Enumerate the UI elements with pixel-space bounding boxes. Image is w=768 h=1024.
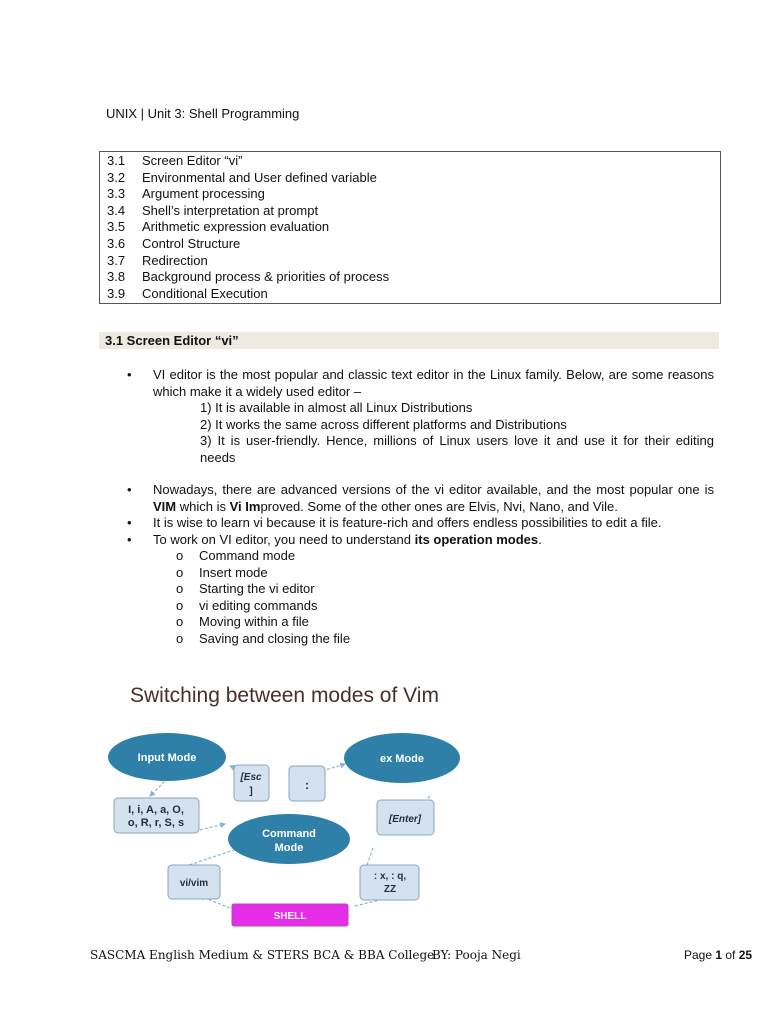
command-mode-label: Command [262,828,316,840]
toc-title: Arithmetic expression evaluation [142,219,330,235]
toc-row [100,170,720,187]
bullet-text: VI editor is the most popular and classic text editor in the Linux family. Below, are some reasons which make it a widely used editor – [153,367,714,399]
circle-marker: o [176,614,184,629]
bullet-dot: • [127,515,132,530]
toc-title: Shell’s interpretation at prompt [142,202,319,218]
mode-label: vi editing commands [199,597,318,613]
toc-row [100,253,720,270]
reasons-list [0,400,768,466]
toc-number: 3.6 [107,235,126,251]
circle-marker: o [176,581,184,596]
toc-row [100,186,720,203]
bullet-text: which is [176,498,230,514]
vim-modes-diagram [100,676,500,936]
esc-key-label: [Esc [240,772,262,783]
page-header: UNIX | Unit 3: Shell Programming [106,106,300,121]
shell-label: SHELL [273,911,307,922]
reason-item: 1) It is available in almost all Linux Distributions [200,400,473,415]
bullet-list [0,367,768,647]
mode-item [176,581,768,598]
page-number [684,948,752,962]
insert-keys-label: o, R, r, S, s [127,817,185,829]
enter-key-label: [Enter] [388,814,422,825]
toc-title: Control Structure [142,235,241,251]
toc-number: 3.9 [107,285,126,301]
page-total: 25 [738,948,753,962]
toc-number: 3.3 [107,186,126,202]
bullet-dot: • [127,482,132,497]
mode-item [176,565,768,582]
command-mode-label: Mode [274,842,304,854]
input-mode-label: Input Mode [137,752,197,764]
bullet-item [0,482,768,515]
toc-row [100,219,720,236]
toc-row [100,236,720,253]
toc-number: 3.5 [107,219,126,235]
page-current: 1 [715,948,723,962]
toc-row [100,286,720,303]
diagram-title: Switching between modes of Vim [130,684,439,707]
of-word: of [722,948,739,962]
bullet-text: To work on VI editor, you need to understand [153,531,415,547]
footer-college: SASCMA English Medium & STERS BCA & BBA College [90,948,435,962]
mode-item [176,614,768,631]
contents-table [99,151,721,304]
toc-number: 3.2 [107,169,126,185]
mode-item [176,548,768,565]
modes-list [0,548,768,647]
toc-title: Argument processing [142,186,265,202]
reason-item: 3) It is user-friendly. Hence, millions of Linux users love it and use it for their editing needs [200,433,714,465]
bullet-text: Nowadays, there are advanced versions of the vi editor available, and the most popular one is [153,482,714,497]
bullet-bold-text: Vi Im [229,498,261,514]
circle-marker: o [176,597,184,613]
section-heading: 3.1 Screen Editor “vi” [99,332,719,349]
insert-keys-label: I, i, A, a, O, [128,804,184,816]
quit-keys-label: : x, : q, [373,871,407,882]
page-word: Page [684,948,716,962]
toc-number: 3.7 [107,252,126,268]
bullet-bold-text: VIM [153,498,177,514]
toc-title: Conditional Execution [142,285,268,301]
toc-title: Environmental and User defined variable [142,169,377,185]
bullet-item [0,515,768,532]
mode-label: Moving within a file [199,614,309,629]
circle-marker: o [176,548,184,563]
bullet-text: proved. Some of the other ones are Elvis, Nvi, Nano, and Vile. [260,498,618,514]
vi-vim-label: vi/vim [179,878,209,889]
toc-title: Redirection [142,252,208,268]
toc-number: 3.4 [107,202,126,218]
footer-author: BY: Pooja Negi [432,948,521,962]
esc-key-label: ] [249,786,253,797]
toc-number: 3.1 [107,153,126,168]
bullet-text: It is wise to learn vi because it is feature-rich and offers endless possibilities to edit a file. [153,515,662,530]
reason-item: 2) It works the same across different platforms and Distributions [200,416,567,432]
bullet-bold-text: its operation modes [414,531,539,547]
mode-item [176,631,768,648]
toc-title: Background process & priorities of process [142,269,390,285]
bullet-item [0,532,768,549]
toc-row [100,203,720,220]
bullet-text: . [538,531,542,547]
toc-number: 3.8 [107,269,126,285]
toc-title: Screen Editor “vi” [142,153,243,168]
quit-keys-label: ZZ [383,884,397,895]
bullet-item [0,367,768,400]
mode-label: Command mode [199,548,296,563]
bullet-dot: • [127,531,132,547]
mode-item [176,598,768,615]
circle-marker: o [176,630,184,646]
circle-marker: o [176,564,184,580]
toc-row [100,153,720,170]
ex-mode-label: ex Mode [379,753,425,765]
bullet-dot: • [127,367,132,382]
mode-label: Insert mode [199,564,268,580]
colon-key-label: : [305,778,309,792]
mode-label: Starting the vi editor [199,581,315,596]
toc-row [100,269,720,286]
mode-label: Saving and closing the file [199,630,351,646]
